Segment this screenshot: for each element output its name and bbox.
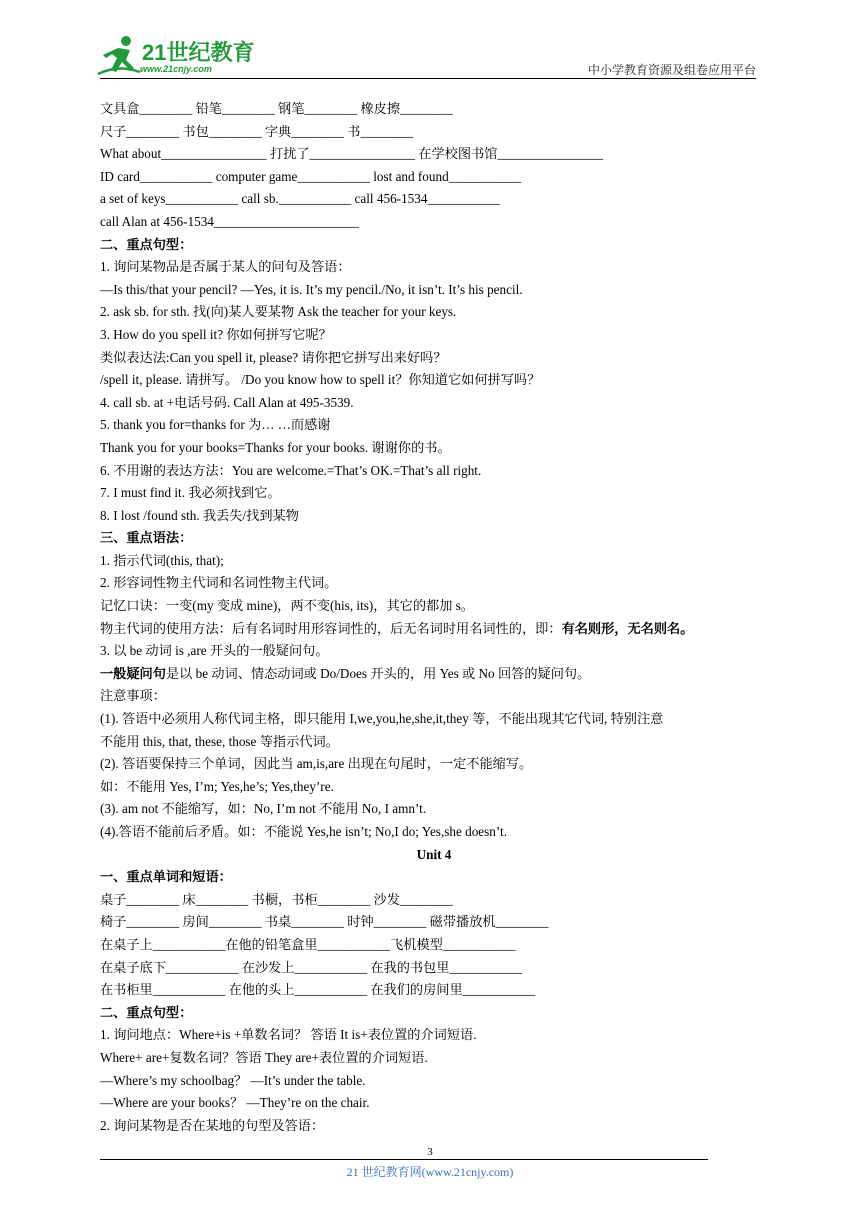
text-line bbox=[100, 979, 768, 1002]
unit-title bbox=[100, 844, 768, 867]
line-text: 8. I lost /found sth. 我丢失/找到某物 bbox=[100, 507, 299, 523]
footer-divider bbox=[100, 1159, 708, 1160]
line-text: 物主代词的使用方法：后有名词时用形容词性的，后无名词时用名词性的，即： bbox=[100, 620, 562, 636]
header-platform-name: 中小学教育资源及组卷应用平台 bbox=[587, 63, 756, 77]
line-text: (1). 答语中必须用人称代词主格，即只能用 I,we,you,he,she,it,they 等，不能出现其它代词, 特别注意 bbox=[100, 711, 664, 727]
text-line bbox=[100, 437, 768, 460]
text-line bbox=[100, 618, 768, 641]
line-text: 类似表达法:Can you spell it, please? 请你把它拼写出来好吗？ bbox=[100, 349, 447, 365]
line-text: 1. 询问某物品是否属于某人的问句及答语： bbox=[100, 259, 351, 275]
text-line bbox=[100, 460, 768, 483]
text-line bbox=[100, 911, 768, 934]
text-line bbox=[100, 98, 768, 121]
line-text: 4. call sb. at +电话号码. Call Alan at 495-3539. bbox=[100, 394, 354, 410]
line-text: 1. 指示代词(this, that); bbox=[100, 552, 224, 568]
text-line bbox=[100, 143, 768, 166]
text-line bbox=[100, 663, 768, 686]
line-text: 在书柜里___________ 在他的头上___________ 在我们的房间里___________ bbox=[100, 982, 536, 998]
text-line bbox=[100, 685, 768, 708]
text-line bbox=[100, 572, 768, 595]
text-line bbox=[100, 121, 768, 144]
text-line bbox=[100, 1024, 768, 1047]
text-line bbox=[100, 347, 768, 370]
text-line bbox=[100, 798, 768, 821]
runner-logo-icon bbox=[96, 34, 142, 78]
line-text: 在桌子底下___________ 在沙发上___________ 在我的书包里___________ bbox=[100, 959, 522, 975]
line-text: 记忆口诀：一变(my 变成 mine)，两不变(his, its)，其它的都加 s。 bbox=[100, 598, 475, 614]
text-line bbox=[100, 889, 768, 912]
line-text: a set of keys___________ call sb.___________ call 456-1534___________ bbox=[100, 191, 500, 207]
bold-rule: 有名则形，无名则名。 bbox=[561, 620, 694, 636]
page-header bbox=[0, 0, 860, 90]
line-text: —Where’s my schoolbag？ —It’s under the table. bbox=[100, 1072, 366, 1088]
line-text: Unit 4 bbox=[416, 846, 452, 862]
line-text: 一、重点单词和短语： bbox=[100, 869, 232, 885]
footer-site-text: 21 世纪教育网(www.21cnjy.com) bbox=[346, 1165, 514, 1179]
text-line bbox=[100, 211, 768, 234]
line-text: 2. 询问某物是否在某地的句型及答语： bbox=[100, 1117, 325, 1133]
text-line bbox=[100, 324, 768, 347]
line-text: What about________________ 打扰了________________ 在学校图书馆________________ bbox=[100, 146, 603, 162]
text-line bbox=[100, 1070, 768, 1093]
site-logo bbox=[96, 34, 256, 78]
text-line bbox=[100, 188, 768, 211]
line-text: Thank you for your books=Thanks for your books. 谢谢你的书。 bbox=[100, 439, 451, 455]
line-text: 文具盒________ 铅笔________ 钢笔________ 橡皮擦________ bbox=[100, 101, 453, 116]
logo-text: 21世纪教育 bbox=[142, 40, 255, 65]
line-text: 三、重点语法： bbox=[100, 530, 193, 546]
text-line bbox=[100, 369, 768, 392]
line-text: 如：不能用 Yes, I’m; Yes,he’s; Yes,they’re. bbox=[100, 778, 334, 794]
line-text: 二、重点句型： bbox=[100, 1004, 193, 1020]
line-text: 椅子________ 房间________ 书桌________ 时钟________ 磁带播放机________ bbox=[100, 914, 549, 930]
line-text: call Alan at 456-1534______________________ bbox=[100, 213, 359, 229]
line-text: —Where are your books？ —They’re on the chair. bbox=[100, 1095, 370, 1111]
section-heading bbox=[100, 866, 768, 889]
text-line bbox=[100, 708, 768, 731]
line-text: 注意事项： bbox=[100, 688, 166, 704]
line-text: 6. 不用谢的表达方法：You are welcome.=That’s OK.=That’s all right. bbox=[100, 462, 482, 478]
line-text: 7. I must find it. 我必须找到它。 bbox=[100, 485, 281, 501]
text-line bbox=[100, 776, 768, 799]
line-text: 二、重点句型： bbox=[100, 236, 193, 252]
line-text: (4).答语不能前后矛盾。如：不能说 Yes,he isn’t; No,I do; Yes,she doesn’t. bbox=[100, 824, 507, 839]
header-divider bbox=[100, 78, 756, 79]
text-line bbox=[100, 166, 768, 189]
text-line bbox=[100, 957, 768, 980]
text-line bbox=[100, 279, 768, 302]
section-heading bbox=[100, 527, 768, 550]
text-line bbox=[100, 595, 768, 618]
text-line bbox=[100, 256, 768, 279]
line-text: (2). 答语要保持三个单词，因此当 am,is,are 出现在句尾时，一定不能缩写。 bbox=[100, 756, 533, 772]
text-line bbox=[100, 482, 768, 505]
text-line bbox=[100, 392, 768, 415]
page-number: 3 bbox=[427, 1146, 433, 1158]
line-text: 桌子________ 床________ 书橱，书柜________ 沙发________ bbox=[100, 891, 453, 907]
line-text: 3. 以 be 动词 is ,are 开头的一般疑问句。 bbox=[100, 643, 329, 659]
line-text: 3. How do you spell it? 你如何拼写它呢？ bbox=[100, 326, 332, 342]
line-text: —Is this/that your pencil? —Yes, it is. It’s my pencil./No, it isn’t. It’s his pencil. bbox=[100, 281, 523, 297]
line-text: 2. 形容词性物主代词和名词性物主代词。 bbox=[100, 575, 338, 591]
text-line bbox=[100, 731, 768, 754]
text-line bbox=[100, 821, 768, 844]
text-line bbox=[100, 1047, 768, 1070]
text-line bbox=[100, 301, 768, 324]
line-text: 在桌子上___________在他的铅笔盒里___________飞机模型___________ bbox=[100, 936, 516, 952]
text-line bbox=[100, 640, 768, 663]
document-body bbox=[100, 98, 768, 1137]
text-line bbox=[100, 414, 768, 437]
bold-term: 一般疑问句 bbox=[100, 665, 166, 681]
line-text: /spell it, please. 请拼写。 /Do you know how to spell it？你知道它如何拼写吗？ bbox=[100, 372, 541, 388]
line-text: 1. 询问地点：Where+is +单数名词？ 答语 It is+表位置的介词短语. bbox=[100, 1027, 477, 1043]
section-heading bbox=[100, 234, 768, 257]
text-line bbox=[100, 1115, 768, 1138]
line-text: ID card___________ computer game___________ lost and found___________ bbox=[100, 168, 522, 184]
line-text: 尺子________ 书包________ 字典________ 书________ bbox=[100, 123, 414, 139]
text-line bbox=[100, 505, 768, 528]
text-line bbox=[100, 934, 768, 957]
logo-url: www.21cnjy.com bbox=[140, 64, 212, 74]
line-text: 2. ask sb. for sth. 找(向)某人要某物 Ask the teacher for your keys. bbox=[100, 304, 457, 320]
section-heading bbox=[100, 1002, 768, 1025]
line-text: 不能用 this, that, these, those 等指示代词。 bbox=[100, 733, 339, 749]
text-line bbox=[100, 753, 768, 776]
line-text: (3). am not 不能缩写，如：No, I’m not 不能用 No, I amn’t. bbox=[100, 801, 427, 817]
text-line bbox=[100, 1092, 768, 1115]
line-text: 5. thank you for=thanks for 为… …而感谢 bbox=[100, 417, 331, 433]
line-text: 是以 be 动词、情态动词或 Do/Does 开头的，用 Yes 或 No 回答的疑问句。 bbox=[165, 665, 591, 681]
line-text: Where+ are+复数名词？答语 They are+表位置的介词短语. bbox=[100, 1049, 428, 1065]
text-line bbox=[100, 550, 768, 573]
